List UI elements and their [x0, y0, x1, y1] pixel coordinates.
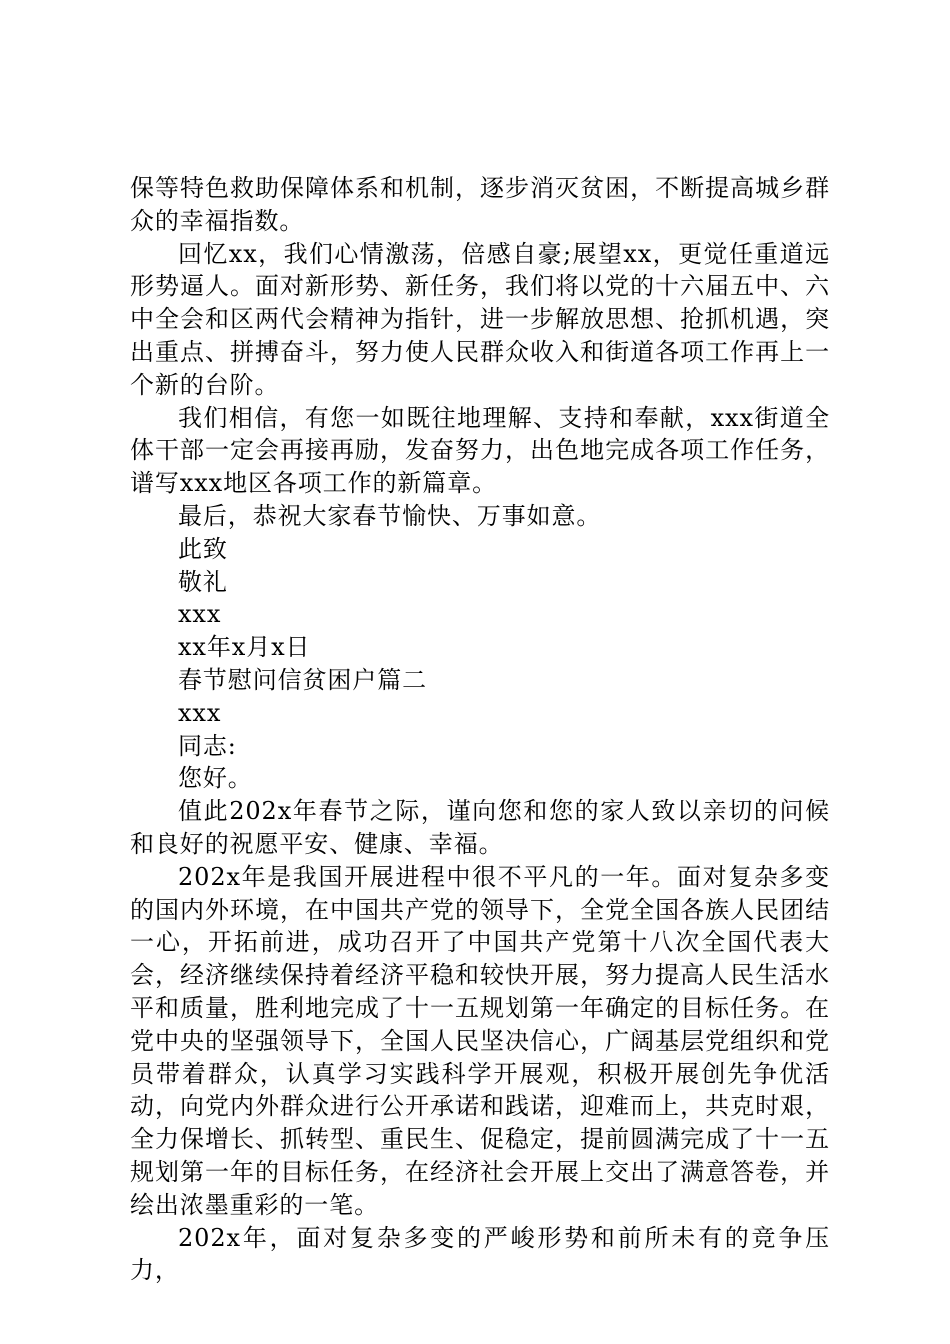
paragraph-closing-wish: 最后，恭祝大家春节愉快、万事如意。 — [178, 501, 602, 530]
salutation-jingli: 敬礼 — [178, 567, 228, 596]
salutation-cizhi: 此致 — [178, 534, 228, 563]
recipient-title: 同志: — [178, 731, 237, 760]
paragraph-new-year-wish: 值此202x年春节之际，谨向您和您的家人致以亲切的问候和良好的祝愿平安、健康、幸福。 — [130, 797, 830, 858]
paragraph-3: 我们相信，有您一如既往地理解、支持和奉献，xxx街道全体干部一定会再接再励，发奋努力，出色地完成各项工作任务，谱写xxx地区各项工作的新篇章。 — [130, 403, 830, 498]
letter-body — [130, 172, 830, 1287]
signature-date: xx年x月x日 — [178, 633, 311, 662]
greeting: 您好。 — [178, 764, 253, 793]
paragraph-year-review: 202x年是我国开展进程中很不平凡的一年。面对复杂多变的国内外环境，在中国共产党的领导下，全党全国各族人民团结一心，开拓前进，成功召开了中国共产党第十八次全国代表大会，经济继续保持着经济平稳和较快开展，努力提高人民生活水平和质量，胜利地完成了十一五规划第一年确定的目标任务。在党中央的坚强领导下，全国人民坚决信心，广阔基层党组织和党员带着群众，认真学习实践科学开展观，积极开展创先争优活动，向党内外群众进行公开承诺和践诺，迎难而上，共克时艰，全力保增长、抓转型、重民生、促稳定，提前圆满完成了十一五规划第一年的目标任务，在经济社会开展上交出了满意答卷，并绘出浓墨重彩的一笔。 — [130, 862, 830, 1219]
signature-name: xxx — [178, 600, 222, 629]
recipient-name: xxx — [178, 698, 222, 727]
section-title: 春节慰问信贫困户篇二 — [178, 665, 427, 694]
paragraph-1: 保等特色救助保障体系和机制，逐步消灭贫困，不断提高城乡群众的幸福指数。 — [130, 174, 830, 235]
paragraph-continued: 202x年，面对复杂多变的严峻形势和前所未有的竞争压力， — [130, 1223, 830, 1285]
paragraph-2: 回忆xx，我们心情激荡，倍感自豪;展望xx，更觉任重道远形势逼人。面对新形势、新任务，我们将以党的十六届五中、六中全会和区两代会精神为指针，进一步解放思想、抢抓机遇，突出重点、拼搏奋斗，努力使人民群众收入和街道各项工作再上一个新的台阶。 — [130, 239, 830, 399]
